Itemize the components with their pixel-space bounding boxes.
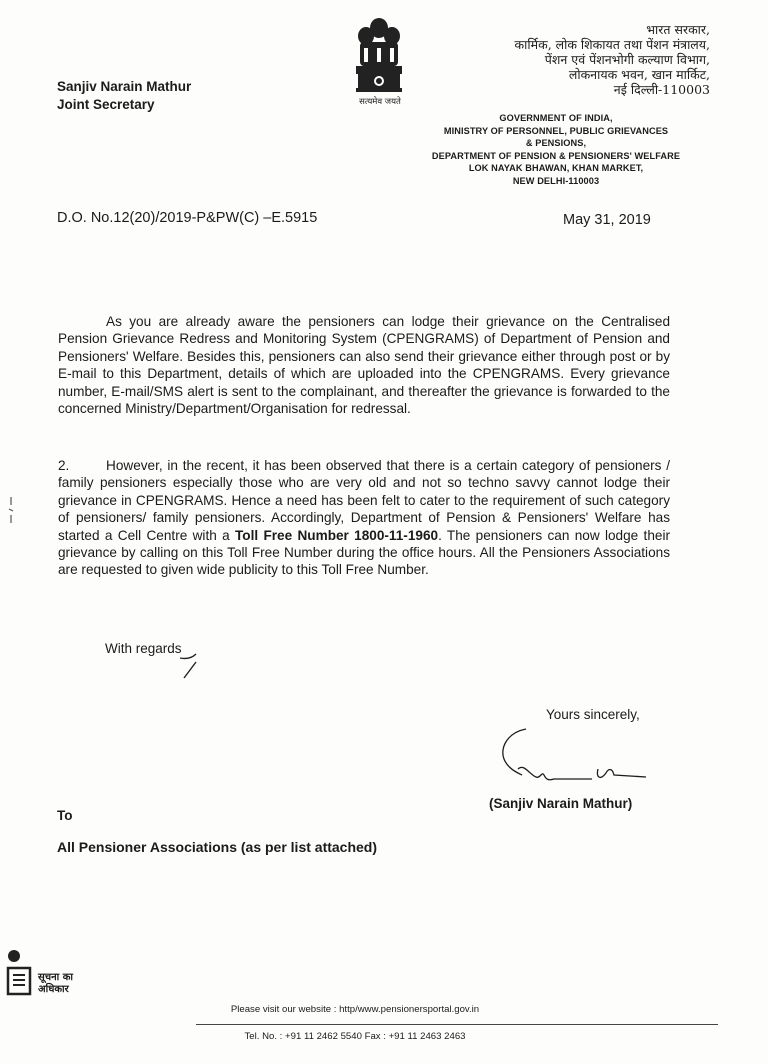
- sender-block: [57, 78, 191, 114]
- sender-name: Sanjiv Narain Mathur: [57, 79, 192, 94]
- addressee: All Pensioner Associations (as per list attached): [57, 839, 378, 855]
- toll-free-number: Toll Free Number 1800-11-1960: [234, 527, 439, 543]
- address-english-line: & PENSIONS,: [525, 138, 587, 149]
- pen-stroke-icon: [178, 650, 202, 680]
- paragraph-1: [58, 313, 670, 417]
- address-english: [400, 112, 712, 188]
- address-english-line: LOK NAYAK BHAWAN, KHAN MARKET,: [468, 163, 644, 174]
- paragraph-2-number: 2.: [58, 458, 70, 473]
- letter-date: May 31, 2019: [563, 212, 651, 228]
- address-hindi-line: कार्मिक, लोक शिकायत तथा पेंशन मंत्रालय,: [514, 37, 710, 52]
- rti-text-line: अधिकार: [38, 984, 69, 995]
- footer-website: Please visit our website : http/www.pensionersportal.gov.in: [230, 1004, 480, 1015]
- paragraph-2-text-a: However, in the recent, it has been observed that there is a certain category of pensioners / family pensioners especially those who are very old and not so techno savvy cannot lodge their grievance in CPENGRAMS. Hence a need has been felt to cater to the requirement of such category of pensioners/ family pensioners. Accordingly, Department of Pension & Pensioners' Welfare has started a Cell Centre with a: [58, 458, 670, 543]
- rti-logo-icon: [6, 948, 34, 1000]
- sender-designation: Joint Secretary: [57, 97, 155, 112]
- emblem-caption: सत्यमेव जयते: [359, 97, 401, 107]
- footer-telephone: Tel. No. : +91 11 2462 5540 Fax : +91 11 2463 2463: [244, 1031, 466, 1042]
- address-hindi: [400, 22, 710, 97]
- rti-text-line: सूचना का: [38, 972, 74, 983]
- address-english-line: NEW DELHI-110003: [512, 175, 600, 186]
- margin-mark-icon: [6, 495, 16, 525]
- footer-divider: [196, 1024, 718, 1025]
- paragraph-2: [58, 457, 670, 579]
- address-hindi-line: भारत सरकार,: [646, 22, 710, 37]
- rti-text: [38, 972, 73, 996]
- address-hindi-line: नई दिल्ली-110003: [613, 82, 710, 97]
- signer-name: (Sanjiv Narain Mathur): [489, 796, 633, 811]
- address-hindi-line: पेंशन एवं पेंशनभोगी कल्याण विभाग,: [544, 52, 710, 67]
- signature-icon: [496, 725, 666, 797]
- paragraph-1-text: As you are already aware the pensioners can lodge their grievance on the Centralised Pension Grievance Redress and Monitoring System (CPENGRAMS) of Department of Pension and Pensioners' Welfare. Besides this, pensioners can also send their grievance either through post or by E-mail to this Department, details of which are uploaded into the CPENGRAMS. Every grievance number, E-mail/SMS alert is sent to the complainant, and thereafter the grievance is forwarded to the concerned Ministry/Department/Organisation for redressal.: [58, 314, 670, 417]
- do-number: D.O. No.12(20)/2019-P&PW(C) –E.5915: [57, 210, 318, 226]
- address-english-line: MINISTRY OF PERSONNEL, PUBLIC GRIEVANCES: [443, 125, 669, 136]
- address-english-line: GOVERNMENT OF INDIA,: [499, 113, 613, 123]
- regards-text: With regards: [105, 641, 182, 656]
- address-hindi-line: लोकनायक भवन, खान मार्किट,: [568, 67, 710, 82]
- address-english-line: DEPARTMENT OF PENSION & PENSIONERS' WELFARE: [431, 150, 681, 161]
- to-label: To: [57, 808, 73, 823]
- yours-sincerely: Yours sincerely,: [546, 707, 640, 722]
- paragraph-2-text-b: . The pensioners can now lodge their grievance by calling on this Toll Free Number during the office hours. All the Pensioners Associations are requested to given wide publicity to this Toll Free Number.: [58, 527, 670, 578]
